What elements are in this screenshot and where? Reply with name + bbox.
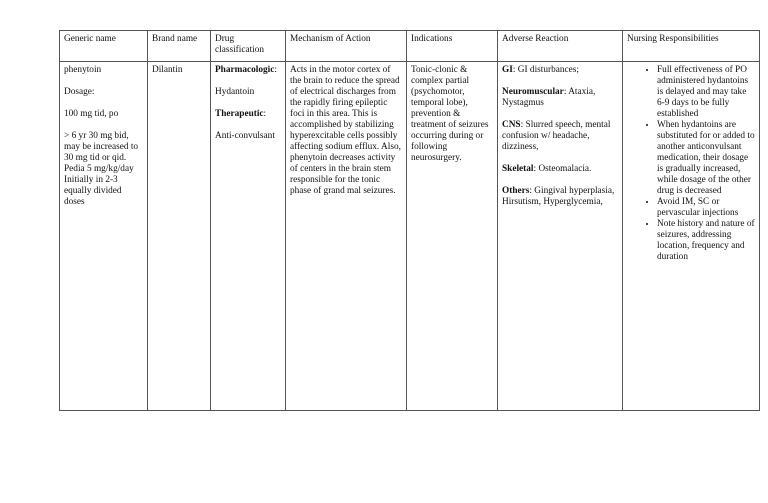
brand-name: Dilantin (152, 65, 183, 75)
classification-cell: Pharmacologic: Hydantoin Therapeutic: Anti-convulsant (211, 62, 286, 411)
list-item: • When hydantoins are substituted for or added to another anticonvulsant medication, their dosage is gradually increased, while dosage of the other drug is decreased (657, 120, 755, 197)
header-drug-classification: Drug classification (211, 31, 286, 62)
dosage-detail: > 6 yr 30 mg bid, may be increased to 30 mg tid or qid. Pedia 5 mg/kg/day Initially in 2-3 equally divided doses (64, 131, 139, 207)
cns-value: Slurred speech, mental confusion w/ headache, dizziness, (502, 120, 611, 152)
skeletal-label: Skeletal (502, 164, 534, 174)
generic-name: phenytoin (64, 65, 102, 75)
gi-label: GI (502, 65, 513, 75)
list-item: • Note history and nature of seizures, addressing location, frequency and duration (657, 219, 755, 263)
cns-label: CNS (502, 120, 521, 130)
nursing-cell (623, 62, 760, 411)
adverse-reaction-cell: GI: GI disturbances; Neuromuscular: Ataxia, Nystagmus CNS: Slurred speech, mental confusion w/ headache, dizziness, Skeletal: Osteomalacia. Others: Gingival hyperplasia, Hirsutism, Hyperglycemia, (498, 62, 623, 411)
dosage-label: Dosage: (64, 87, 95, 97)
header-generic-name: Generic name (60, 31, 148, 62)
dosage-basic: 100 mg tid, po (64, 109, 119, 119)
neuro-label: Neuromuscular (502, 87, 564, 97)
neuro-value: Ataxia, Nystagmus (502, 87, 596, 108)
header-adverse-reaction: Adverse Reaction (498, 31, 623, 62)
table-row (60, 62, 760, 411)
header-indications: Indications (407, 31, 498, 62)
drug-study-table (59, 30, 760, 411)
header-nursing: Nursing Responsibilities (623, 31, 760, 62)
header-brand-name: Brand name (148, 31, 211, 62)
pharmacologic-label: Pharmacologic (215, 65, 275, 75)
indications-text: Tonic-clonic & complex partial (psychomotor, temporal lobe), prevention & treatment of seizures occurring during or following neurosurgery. (411, 65, 489, 163)
indications-cell (407, 62, 498, 411)
list-item: • Avoid IM, SC or pervascular injections (657, 197, 755, 219)
pharmacologic-value: Hydantoin (215, 87, 255, 97)
nursing-list (627, 65, 755, 263)
list-item: • Full effectiveness of PO administered hydantoins is delayed and may take 6-9 days to be fully established (657, 65, 755, 120)
skeletal-value: Osteomalacia. (538, 164, 592, 174)
mechanism-cell (286, 62, 407, 411)
others-label: Others (502, 186, 530, 196)
therapeutic-value: Anti-convulsant (215, 131, 275, 141)
mechanism-text: Acts in the motor cortex of the brain to reduce the spread of electrical discharges from the rapidly firing epileptic foci in this area. This is accomplished by stabilizing hyperexcitable cells possibly affecting sodium efflux. Also, phenytoin decreases activity of centers in the brain stem responsible for the tonic phase of grand mal seizures. (290, 65, 401, 196)
generic-name-cell (60, 62, 148, 411)
table-header-row (60, 31, 760, 62)
brand-name-cell (148, 62, 211, 411)
others-value: Gingival hyperplasia, Hirsutism, Hyperglycemia, (502, 186, 615, 207)
gi-value: GI disturbances; (517, 65, 579, 75)
header-mechanism: Mechanism of Action (286, 31, 407, 62)
therapeutic-label: Therapeutic (215, 109, 264, 119)
